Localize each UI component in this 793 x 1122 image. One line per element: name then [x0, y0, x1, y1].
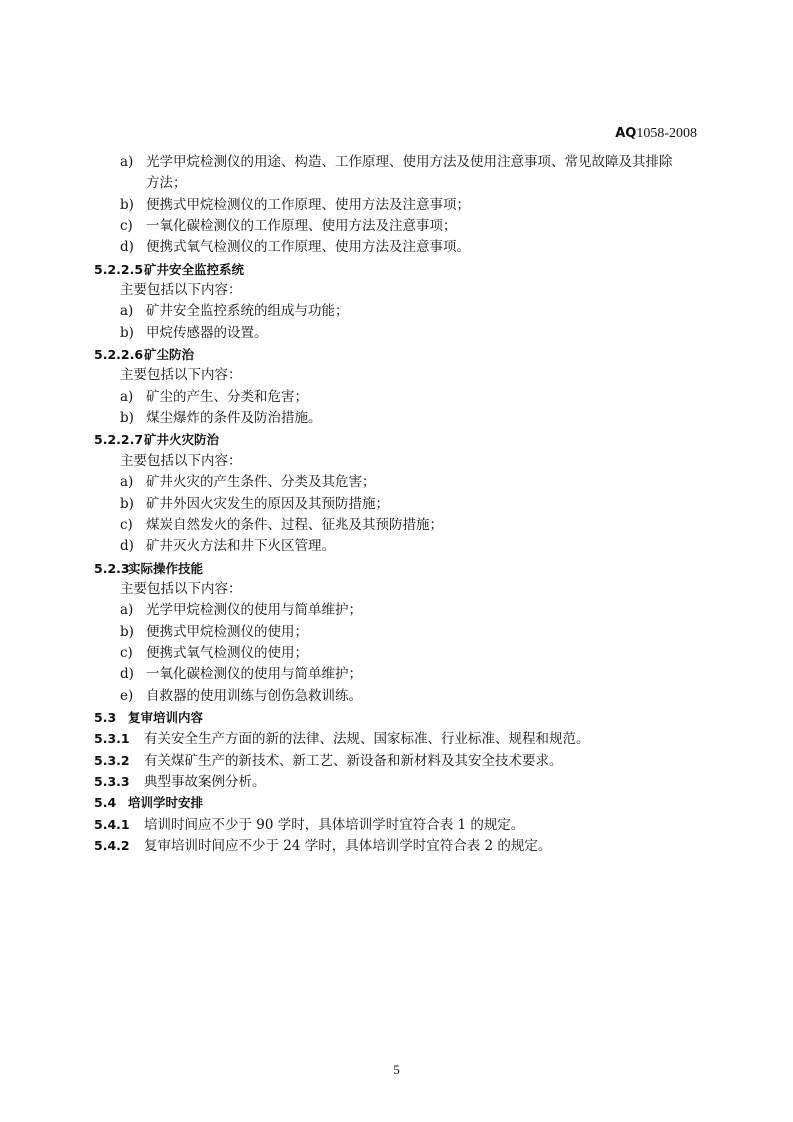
- list-item: a) 光学甲烷检测仪的用途、构造、工作原理、使用方法及使用注意事项、常见故障及其排除: [120, 154, 673, 170]
- section-heading-5-2-2-5: 5.2.2.5矿井安全监控系统: [94, 261, 245, 277]
- list-item: c) 一氧化碳检测仪的工作原理、使用方法及注意事项；: [120, 218, 457, 235]
- list-item: a) 矿井安全监控系统的组成与功能；: [120, 303, 349, 320]
- section-intro: 主要包括以下内容：: [120, 452, 242, 469]
- standard-code-prefix: AQ: [615, 126, 637, 141]
- list-item: b) 煤尘爆炸的条件及防治措施。: [120, 410, 322, 427]
- standard-code: [615, 125, 697, 142]
- section-heading-5-2-2-7: 5.2.2.7矿井火灾防治: [94, 432, 220, 448]
- clause-5-3-1: 5.3.1 有关安全生产方面的新的法律、法规、国家标准、行业标准、规程和规范。: [94, 731, 590, 748]
- list-item: a) 矿尘的产生、分类和危害；: [120, 388, 308, 405]
- section-heading-5-4: 5.4 培训学时安排: [94, 795, 204, 811]
- clause-5-3-3: 5.3.3 典型事故案例分析。: [94, 773, 266, 790]
- clause-5-4-1: 5.4.1 培训时间应不少于 90 学时，具体培训学时宜符合表 1 的规定。: [94, 816, 525, 833]
- list-item-continuation: 方法；: [146, 175, 187, 192]
- standard-code-number: 1058-2008: [636, 126, 697, 141]
- clause-5-3-2: 5.3.2 有关煤矿生产的新技术、新工艺、新设备和新材料及其安全技术要求。: [94, 752, 563, 769]
- document-body: [94, 152, 704, 856]
- list-item: b) 矿井外因火灾发生的原因及其预防措施；: [120, 495, 389, 512]
- list-item: d) 一氧化碳检测仪的使用与简单维护；: [120, 666, 362, 683]
- list-item: b) 便携式甲烷检测仪的工作原理、使用方法及注意事项；: [120, 196, 470, 213]
- section-intro: 主要包括以下内容：: [120, 282, 242, 299]
- list-item: b) 便携式甲烷检测仪的使用；: [120, 623, 308, 640]
- section-intro: 主要包括以下内容：: [120, 367, 242, 384]
- section-intro: 主要包括以下内容：: [120, 580, 242, 597]
- clause-5-4-2: 5.4.2 复审培训时间应不少于 24 学时，具体培训学时宜符合表 2 的规定。: [94, 838, 552, 854]
- list-item: e) 自救器的使用训练与创伤急救训练。: [120, 687, 362, 704]
- section-heading-5-2-2-6: 5.2.2.6矿尘防治: [94, 347, 195, 363]
- list-item: a) 矿井火灾的产生条件、分类及其危害；: [120, 474, 376, 491]
- list-item: c) 煤炭自然发火的条件、过程、征兆及其预防措施；: [120, 516, 443, 533]
- section-heading-5-2-3: 5.2.3实际操作技能: [94, 560, 204, 576]
- section-heading-5-3: 5.3 复审培训内容: [94, 709, 204, 725]
- list-item: b) 甲烷传感器的设置。: [120, 324, 268, 341]
- page-number: 5: [393, 1062, 400, 1077]
- list-item: c) 便携式氧气检测仪的使用；: [120, 644, 308, 661]
- list-item: d) 矿井灭火方法和井下火区管理。: [120, 538, 335, 555]
- list-item: a) 光学甲烷检测仪的使用与简单维护；: [120, 602, 362, 619]
- list-item: d) 便携式氧气检测仪的工作原理、使用方法及注意事项。: [120, 239, 470, 256]
